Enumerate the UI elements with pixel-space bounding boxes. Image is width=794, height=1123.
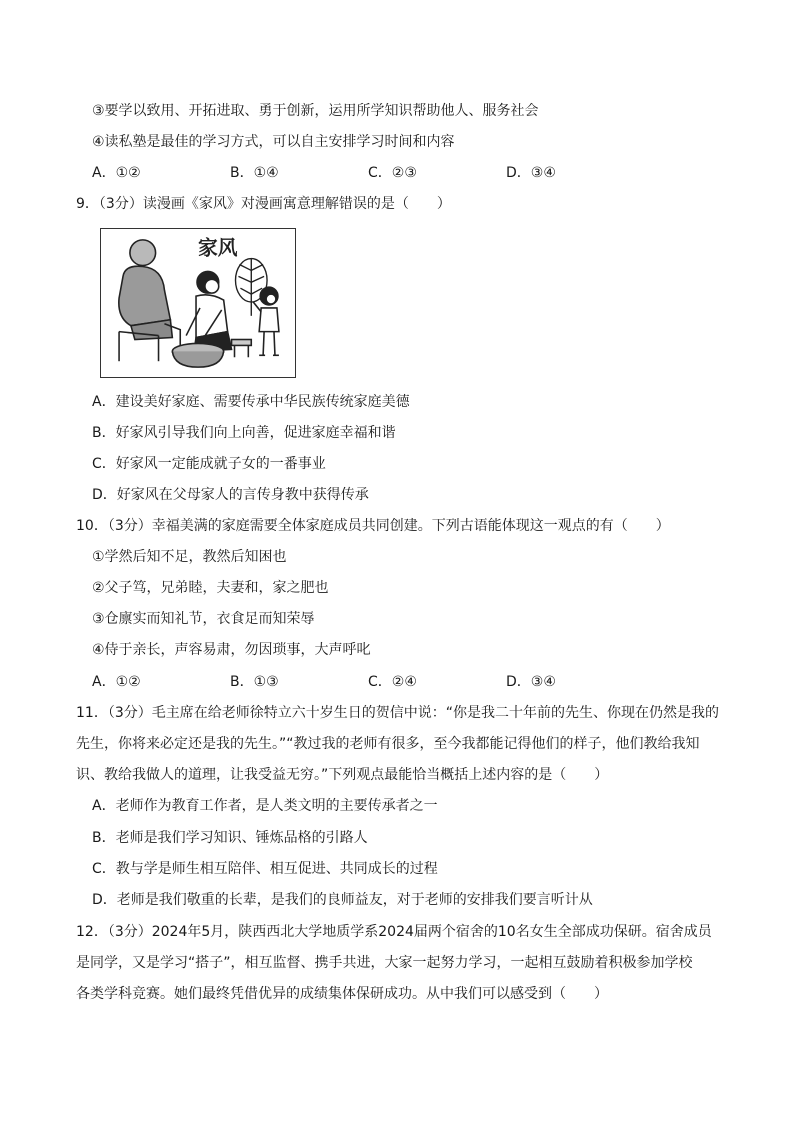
q12-stem-line-3: 各类学科竞赛。她们最终凭借优异的成绩集体保研成功。从中我们可以感受到（ ） — [76, 986, 608, 1002]
mother-figure — [186, 271, 231, 351]
prev-item-3: ③要学以致用、开拓进取、勇于创新，运用所学知识帮助他人、服务社会 — [92, 103, 539, 119]
prev-option-a: A．①② — [92, 165, 141, 181]
family-tradition-cartoon — [100, 228, 296, 378]
q11-option-d: D．老师是我们敬重的长辈，是我们的良师益友，对于老师的安排我们要言听计从 — [92, 892, 593, 908]
q11-option-b: B．老师是我们学习知识、锤炼品格的引路人 — [92, 830, 368, 846]
grandmother-figure — [119, 240, 180, 361]
q9-option-a: A．建设美好家庭、需要传承中华民族传统家庭美德 — [92, 394, 410, 410]
q11-option-a: A．老师作为教育工作者，是人类文明的主要传承者之一 — [92, 798, 438, 814]
prev-option-d: D．③④ — [506, 165, 556, 181]
q11-stem-line-2: 先生，你将来必定还是我的先生。”“教过我的老师有很多，至今我都能记得他们的样子，他们教给我知 — [76, 736, 700, 752]
q10-option-d: D．③④ — [506, 674, 556, 690]
q10-item-2: ②父子笃，兄弟睦，夫妻和，家之肥也 — [92, 580, 329, 596]
q11-stem-line-1: 11．（3分）毛主席在给老师徐特立六十岁生日的贺信中说：“你是我二十年前的先生、你现在仍然是我的 — [76, 705, 719, 721]
prev-option-c: C．②③ — [368, 165, 417, 181]
q9-option-c: C．好家风一定能成就子女的一番事业 — [92, 456, 326, 472]
stool — [232, 340, 252, 358]
q10-option-c: C．②④ — [368, 674, 417, 690]
q11-option-c: C．教与学是师生相互陪伴、相互促进、共同成长的过程 — [92, 861, 438, 877]
q10-item-4: ④侍于亲长，声容易肃，勿因琐事，大声呼叱 — [92, 642, 371, 658]
q10-option-a: A．①② — [92, 674, 141, 690]
q12-stem-line-2: 是同学，又是学习“搭子”，相互监督、携手共进，大家一起努力学习，一起相互鼓励着积极参加学校 — [76, 955, 693, 971]
prev-option-b: B．①④ — [230, 165, 279, 181]
q10-stem: 10．（3分）幸福美满的家庭需要全体家庭成员共同创建。下列古语能体现这一观点的有（ ） — [76, 518, 670, 534]
q9-option-d: D．好家风在父母家人的言传身教中获得传承 — [92, 487, 369, 503]
wash-basin — [172, 343, 223, 367]
q10-option-b: B．①③ — [230, 674, 279, 690]
q12-stem-line-1: 12．（3分）2024年5月，陕西西北大学地质学系2024届两个宿舍的10名女生全部成功保研。宿舍成员 — [76, 924, 712, 940]
prev-item-4: ④读私塾是最佳的学习方式，可以自主安排学习时间和内容 — [92, 134, 455, 150]
cartoon-caption: 家风 — [198, 235, 238, 260]
q10-item-3: ③仓廪实而知礼节，衣食足而知荣辱 — [92, 611, 315, 627]
q9-option-b: B．好家风引导我们向上向善，促进家庭幸福和谐 — [92, 425, 396, 441]
q9-stem: 9．（3分）读漫画《家风》对漫画寓意理解错误的是（ ） — [76, 196, 451, 212]
q10-item-1: ①学然后知不足，教然后知困也 — [92, 549, 287, 565]
q11-stem-line-3: 识、教给我做人的道理，让我受益无穷。”下列观点最能恰当概括上述内容的是（ ） — [76, 767, 609, 783]
